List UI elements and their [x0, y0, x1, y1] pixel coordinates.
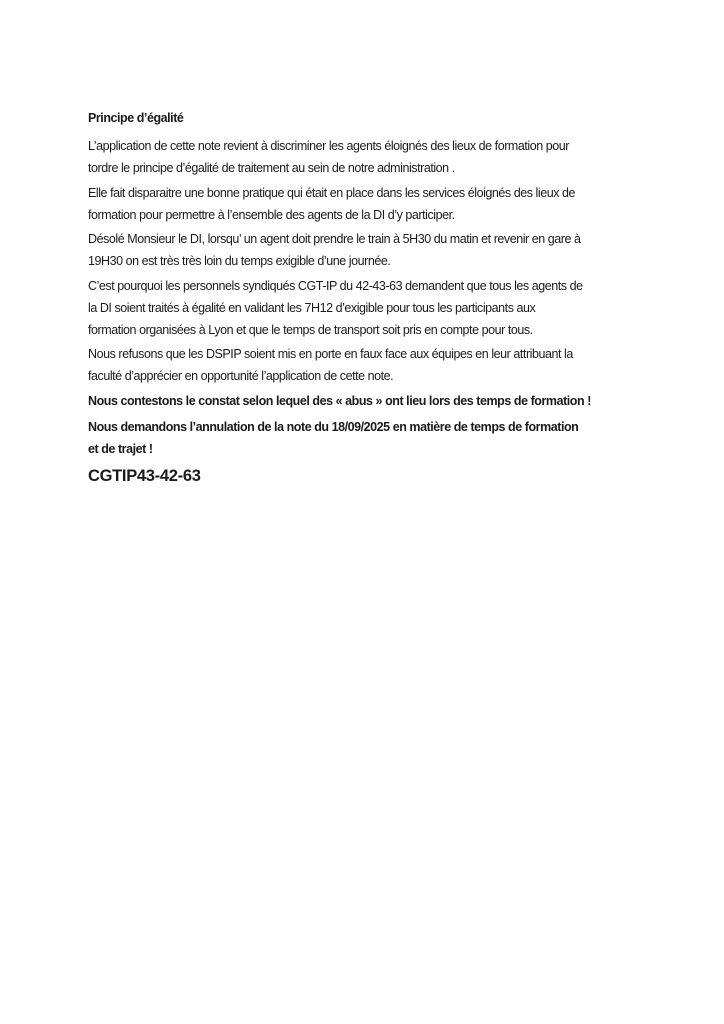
text-line: tordre le principe d’égalité de traitement au sein de notre administration . [88, 161, 455, 175]
paragraph-application-note [88, 135, 637, 179]
text-line: Nous demandons l’annulation de la note du 18/09/2025 en matière de temps de formation [88, 419, 579, 434]
text-line: Elle fait disparaitre une bonne pratique qui était en place dans les services éloignés des lieux de [88, 185, 576, 200]
text-line: Nous refusons que les DSPIP soient mis en porte en faux face aux équipes en leur attribuant la [88, 347, 573, 361]
text-line: Désolé Monsieur le DI, lorsqu’ un agent doit prendre le train à 5H30 du matin et revenir en gare à [88, 232, 581, 246]
text-line: la DI soient traités à égalité en validant les 7H12 d’exigible pour tous les participants aux [88, 300, 536, 315]
text-line: Nous contestons le constat selon lequel des « abus » ont lieu lors des temps de formation ! [88, 393, 591, 408]
paragraph-refus-dspip [88, 343, 637, 387]
text-line: L’application de cette note revient à discriminer les agents éloignés des lieux de formation pour [88, 139, 569, 153]
paragraph-desole-monsieur [88, 228, 637, 272]
text-line: et de trajet ! [88, 441, 153, 456]
paragraph-demande-annulation [88, 416, 637, 460]
paragraph-contestation [88, 390, 637, 412]
signature-cgtip: CGTIP43-42-63 [88, 466, 201, 485]
document-heading: Principe d’égalité [88, 111, 184, 125]
paragraph-bonne-pratique [88, 182, 637, 226]
text-line: C’est pourquoi les personnels syndiqués CGT-IP du 42-43-63 demandent que tous les agents de [88, 278, 583, 293]
paragraph-demande-egalite [88, 275, 637, 341]
text-line: 19H30 on est très très loin du temps exigible d’une journée. [88, 254, 391, 268]
text-line: formation organisées à Lyon et que le temps de transport soit pris en compte pour tous. [88, 322, 533, 337]
text-line: faculté d’apprécier en opportunité l’application de cette note. [88, 369, 394, 383]
text-line: formation pour permettre à l’ensemble des agents de la DI d’y participer. [88, 207, 455, 222]
